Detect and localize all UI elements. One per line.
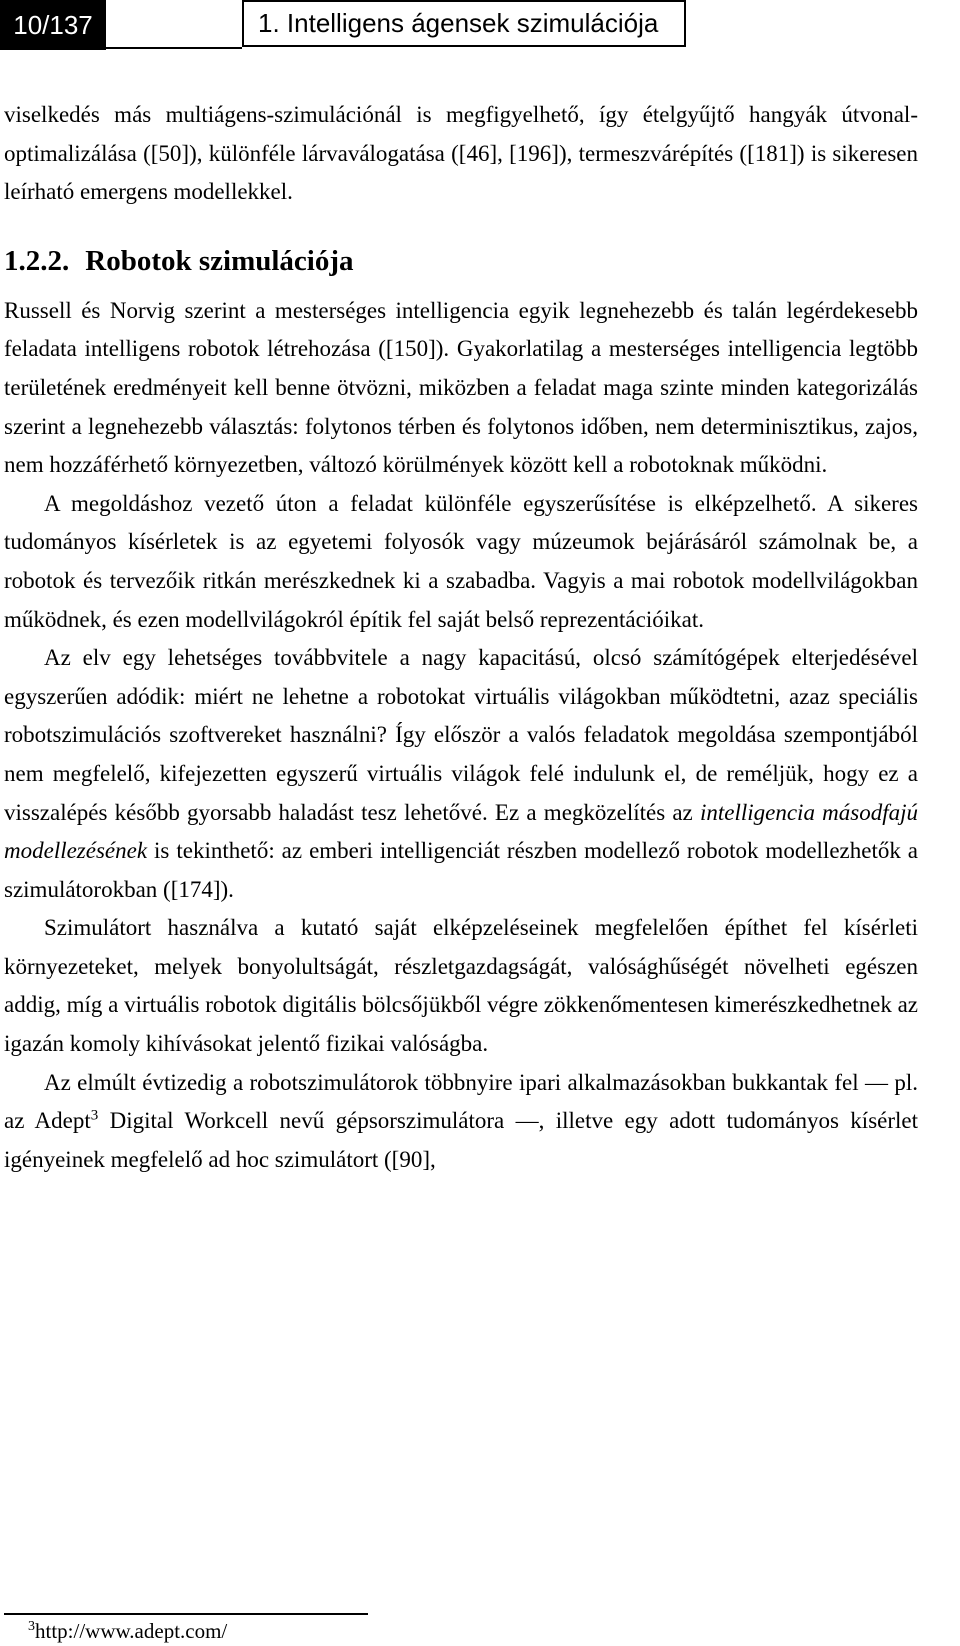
footnote-marker: 3 xyxy=(90,1107,99,1124)
paragraph: Russell és Norvig szerint a mesterséges intelligencia egyik legnehezebb és talán legérdekesebb feladata intelligens robotok létrehozása ([150]). Gyakorlatilag a mesterséges intelligencia legtöbb területének eredményeit kell benne ötvözni, miközben a feladat maga szinte minden kategorizálás szerint a legnehezebb választás: folytonos térben és folytonos időben, nem determinisztikus, zajos, nem hozzáférhető környezetben, változó körülmények között kell a robotoknak működni. xyxy=(4,297,918,478)
body-text xyxy=(4,96,918,1179)
text-run: Digital Workcell nevű gépsorszimulátora —, illetve egy adott tudományos kísérlet igényeinek megfelelő ad hoc szimulátort ([90], xyxy=(4,1108,919,1172)
paragraph xyxy=(4,1064,918,1180)
paragraph: viselkedés más multiágens-szimulációnál is megfigyelhető, így ételgyűjtő hangyák útvonal-optimalizálása ([50]), különféle lárvaválogatása ([46], [196]), termeszvárépítés ([181]) is sikeresen leírható emergens modellekkel. xyxy=(4,102,918,205)
paragraph: Szimulátort használva a kutató saját elképzeléseinek megfelelően építhet fel kísérleti környezeteket, melyek bonyolultságát, részletgazdagságát, valósághűségét növelheti egészen addig, míg a virtuális robotok digitális bölcsőjükből végre zökkenőmentesen kimerészkedhetnek az igazán komoly kihívásokat jelentő fizikai valóságba. xyxy=(4,915,919,1057)
emphasis-text: intelligencia másodfajú modellezésének xyxy=(4,799,918,864)
page-number: 10/137 xyxy=(0,0,106,50)
footnote-rule xyxy=(4,1613,368,1615)
paragraph xyxy=(4,639,918,909)
chapter-title: 1. Intelligens ágensek szimulációja xyxy=(242,0,686,47)
section-title: Robotok szimulációja xyxy=(85,244,354,277)
footnote-link[interactable]: http://www.adept.com/ xyxy=(35,1619,228,1643)
page-header xyxy=(0,0,960,52)
text-run: Az elv egy lehetséges továbbvitele a nagy kapacitású, olcsó számítógépek elterjedésével egyszerűen adódik: miért ne lehetne a robotokat virtuális világokban működtetni, azaz speciális robotszimulációs szoftvereket használni? Így először a valós feladatok megoldása szempontjából nem megfelelő, kifejezetten egyszerű virtuális világok felé indulunk el, de reméljük, hogy ez a visszalépés később gyorsabb haladást tesz lehetővé. Ez a megközelítés az xyxy=(4,645,918,825)
text-run: Az elmúlt évtizedig a robotszimulátorok többnyire ipari alkalmazásokban bukkantak fel — pl. az Adept xyxy=(4,1069,918,1134)
section-number: 1.2.2. xyxy=(4,244,70,277)
footnote-number: 3 xyxy=(28,1619,35,1634)
section-heading xyxy=(4,242,918,280)
header-rule xyxy=(106,47,242,49)
text-run: is tekinthető: az emberi intelligenciát részben modellező robotok modellezhetők a szimulátorokban ([174]). xyxy=(4,838,919,902)
paragraph: A megoldáshoz vezető úton a feladat különféle egyszerűsítése is elképzelhető. A sikeres tudományos kísérletek is az egyetemi folyosók vagy múzeumok bejárásáról számolnak be, a robotok és tervezőik ritkán merészkednek ki a szabadba. Vagyis a mai robotok modellvilágokban működnek, és ezen modellvilágokról építik fel saját belső reprezentációikat. xyxy=(4,490,918,632)
footnote xyxy=(28,1619,227,1643)
